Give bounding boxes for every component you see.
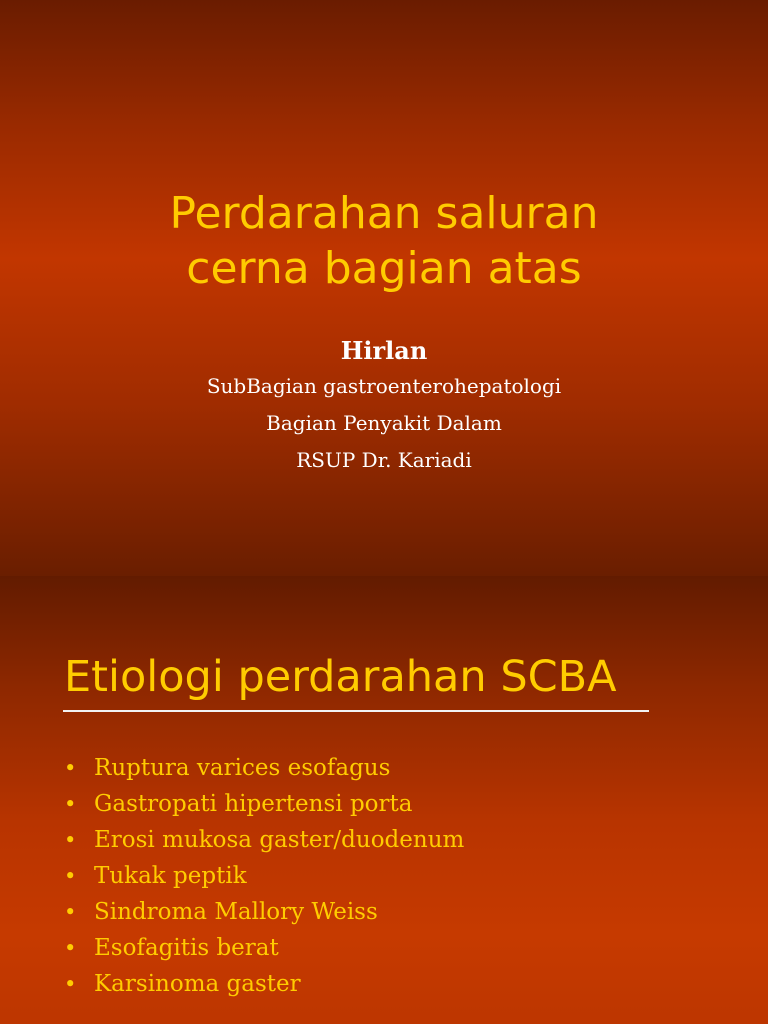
affiliation-line-1: SubBagian gastroenterohepatologi	[206, 374, 562, 398]
bullet-icon: •	[64, 936, 77, 960]
slide-2	[0, 576, 768, 1024]
list-item-text: Ruptura varices esofagus	[94, 755, 391, 781]
title-line-1: Perdarahan saluran	[169, 188, 599, 239]
bullet-icon: •	[64, 792, 77, 816]
slide-title: Etiologi perdarahan SCBA	[64, 652, 617, 702]
list-item	[64, 750, 464, 786]
list-item	[64, 930, 464, 966]
bullet-list	[64, 750, 464, 1002]
title-underline	[63, 710, 649, 712]
bullet-icon: •	[64, 828, 77, 852]
list-item-text: Tukak peptik	[94, 863, 247, 889]
list-item	[64, 894, 464, 930]
list-item-text: Sindroma Mallory Weiss	[94, 899, 378, 925]
bullet-icon: •	[64, 756, 77, 780]
list-item	[64, 822, 464, 858]
list-item-text: Esofagitis berat	[94, 935, 279, 961]
subtitle-block	[0, 334, 768, 479]
bullet-icon: •	[64, 972, 77, 996]
author-name: Hirlan	[340, 336, 428, 365]
bullet-icon: •	[64, 900, 77, 924]
list-item-text: Gastropati hipertensi porta	[94, 791, 413, 817]
slide-title	[0, 186, 768, 296]
list-item	[64, 966, 464, 1002]
list-item-text: Karsinoma gaster	[94, 971, 301, 997]
title-line-2: cerna bagian atas	[186, 243, 582, 294]
affiliation-line-3: RSUP Dr. Kariadi	[296, 448, 472, 472]
list-item	[64, 786, 464, 822]
bullet-icon: •	[64, 864, 77, 888]
list-item	[64, 858, 464, 894]
affiliation-line-2: Bagian Penyakit Dalam	[266, 411, 502, 435]
list-item-text: Erosi mukosa gaster/duodenum	[94, 827, 465, 853]
